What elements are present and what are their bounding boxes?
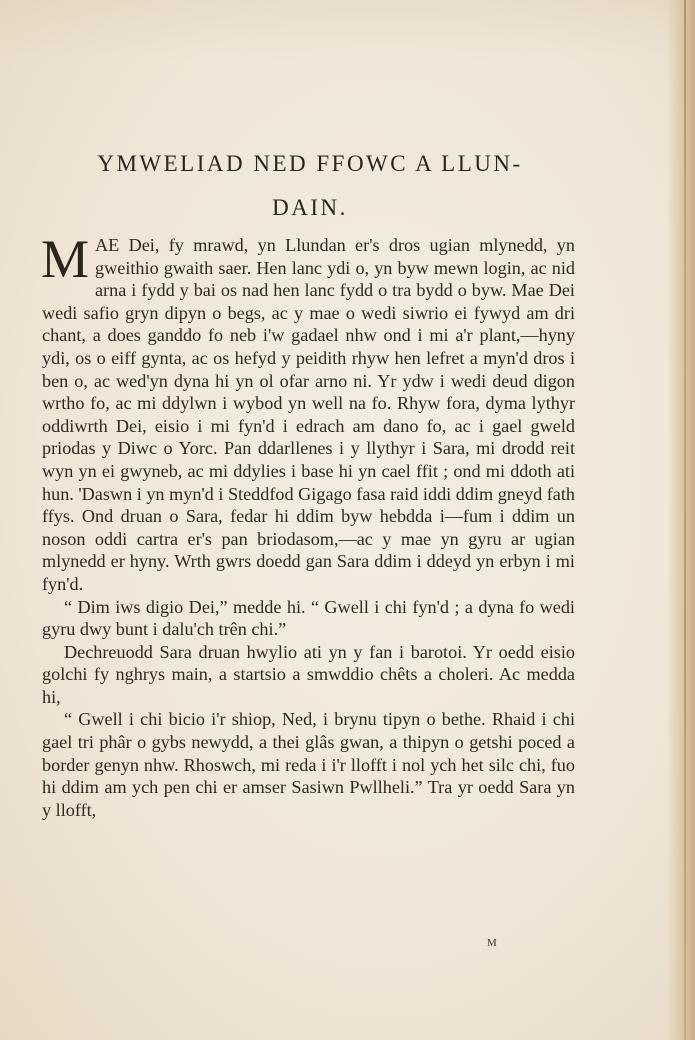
page-right-edge [667,0,695,1040]
paragraph-1 [41,229,575,596]
page-top-shading [0,0,695,60]
paragraph-4: “ Gwell i chi bicio i'r shiop, Ned, i brynu tipyn o bethe. Rhaid i chi gael tri phâr o gybs newydd, a thei glâs gwan, a thipyn o getshi poced a border genyn nhw. Rhoswch, mi reda i i'r llofft i nol ych het silc chi, fuo hi ddim am ych pen chi er amser Sasiwn Pwllheli.” Tra yr oedd Sara yn y llofft, [42,709,575,820]
signature-mark: M [487,937,498,949]
chapter-title-line-1: YMWELIAD NED FFOWC A LLUN- [97,151,523,177]
drop-cap: M [41,229,90,289]
chapter-title [50,142,570,230]
paragraph-3: Dechreuodd Sara druan hwylio ati yn y fan i barotoi. Yr oedd eisio golchi fy nghrys main, a startsio a smwddio chêts a choleri. Ac medda hi, [42,641,575,707]
body-text [41,229,575,821]
chapter-title-line-2: DAIN. [272,195,348,221]
paragraph-1-text: AE Dei, fy mrawd, yn Llundan er's dros ugian mlynedd, yn gweithio gwaith saer. Hen lanc ydi o, yn byw mewn login, ac nid arna i fydd y bai os nad hen lanc fydd o tra bydd o byw. Mae Dei wedi safio gryn dipyn o begs, ac y mae o wedi siwrio ei fywyd am dri chant, a does ganddo fo neb i'w gadael nhw ond i mi a'r plant,—hyny ydi, os o eiff gynta, ac os hefyd y peidith rhyw hen lefret a myn'd dros i ben o, ac wed'yn dyna hi yn ol ofar arno ni. Yr ydw i wedi deud digon wrtho fo, ac mi ddylwn i wybod yn well na fo. Rhyw fora, dyma lythyr oddiwrth Dei, eisio i mi fyn'd i edrach am dano fo, ac i gael gweld priodas y Diwc o Yorc. Pan ddarllenes i y llythyr i Sara, mi drodd reit wyn yn ei gwyneb, ac mi ddylies i base hi yn cael ffit ; ond mi ddoth ati hun. 'Daswn i yn myn'd i Steddfod Gigago fasa raid iddi ddim gneyd fath ffys. Ond druan o Sara, fedar hi ddim byw hebdda i—fum i ddim un noson oddi cartra er's pan briodasom,—ac y mae yn gyru ar ugian mlynedd er hyny. Wrth gwrs doedd gan Sara ddim i ddeyd yn erbyn i mi fyn'd. [42,235,575,594]
page-binding-line [684,0,686,1040]
paragraph-2: “ Dim iws digio Dei,” medde hi. “ Gwell i chi fyn'd ; a dyna fo wedi gyru dwy bunt i dalu'ch trên chi.” [42,596,575,640]
